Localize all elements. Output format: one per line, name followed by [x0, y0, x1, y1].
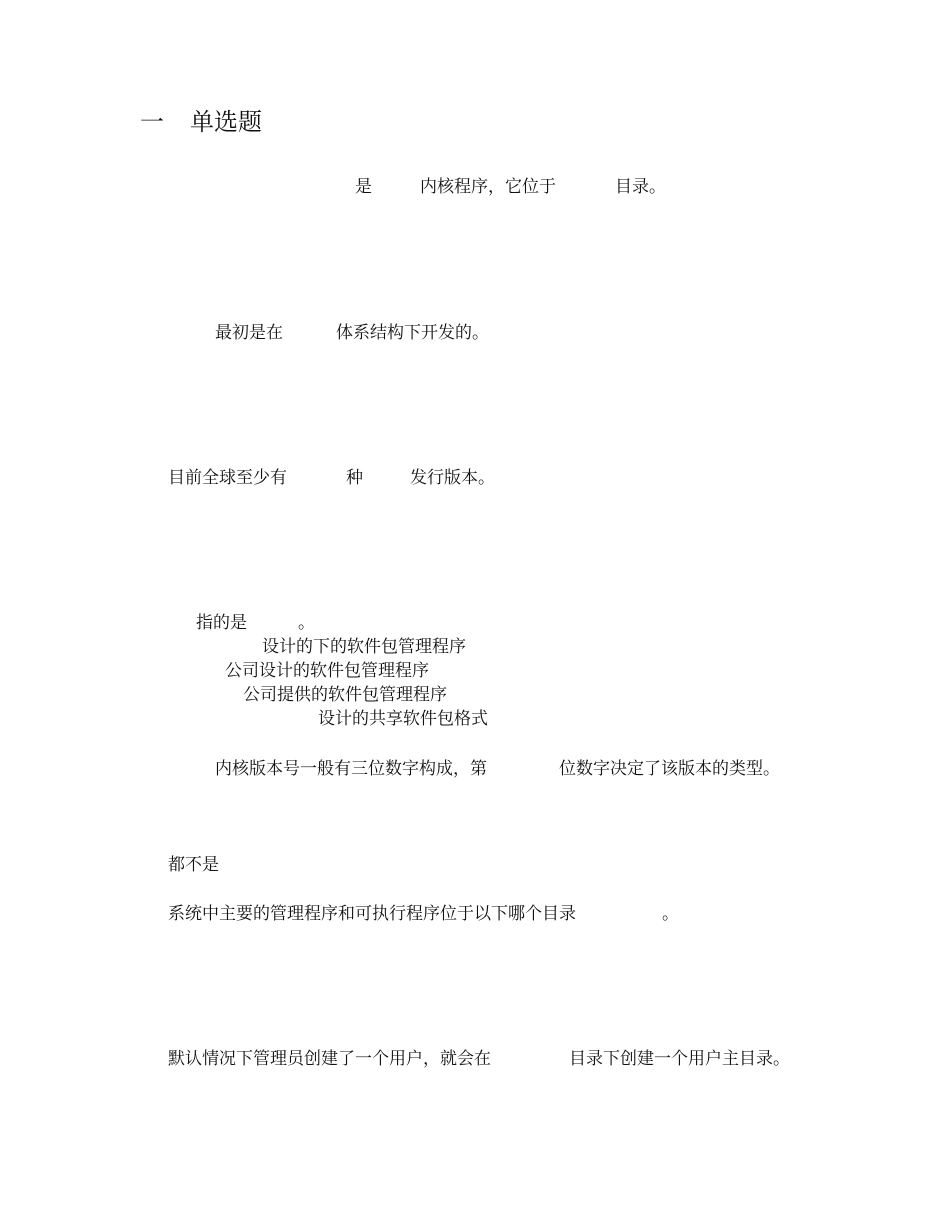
q5-text-part1: 内核版本号一般有三位数字构成，第 — [215, 759, 487, 779]
q1-text-part3: 目录。 — [615, 177, 666, 197]
q4-option-a: 设计的下的软件包管理程序 — [262, 637, 466, 657]
q4-text-part2: 。 — [298, 613, 315, 633]
q2-text-part1: 最初是在 — [215, 323, 283, 343]
q4-option-c: 公司提供的软件包管理程序 — [243, 685, 447, 705]
q7-text-part2: 目录下创建一个用户主目录。 — [569, 1049, 790, 1069]
q5-option-d: 都不是 — [168, 855, 219, 875]
q3-text-part3: 发行版本。 — [410, 468, 495, 488]
q5-text-part2: 位数字决定了该版本的类型。 — [559, 759, 780, 779]
q4-text-part1: 指的是 — [196, 613, 247, 633]
q6-text-part2: 。 — [662, 904, 679, 924]
q4-option-d: 设计的共享软件包格式 — [318, 709, 488, 729]
q4-option-b: 公司设计的软件包管理程序 — [225, 661, 429, 681]
q1-text-part2: 内核程序，它位于 — [420, 177, 556, 197]
q3-text-part2: 种 — [346, 468, 363, 488]
q2-text-part2: 体系结构下开发的。 — [336, 323, 489, 343]
q1-text-part1: 是 — [355, 177, 372, 197]
section-number: 一 — [140, 108, 164, 136]
q7-text-part1: 默认情况下管理员创建了一个用户，就会在 — [168, 1049, 491, 1069]
q6-text-part1: 系统中主要的管理程序和可执行程序位于以下哪个目录 — [168, 904, 576, 924]
section-title: 单选题 — [190, 108, 262, 136]
q3-text-part1: 目前全球至少有 — [168, 468, 287, 488]
